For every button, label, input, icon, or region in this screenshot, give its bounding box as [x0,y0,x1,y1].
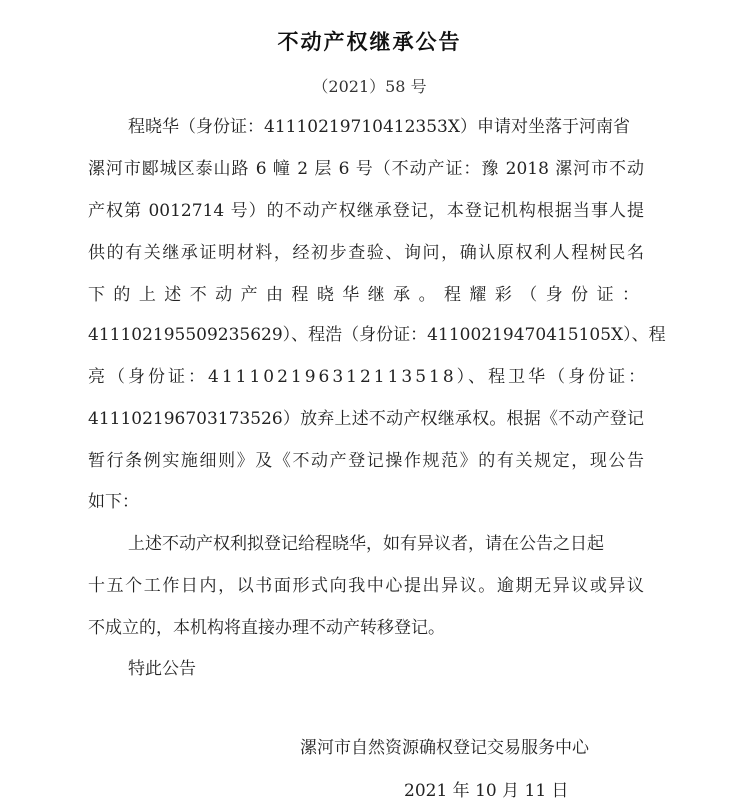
paragraph-1-line-9: 暂行条例实施细则》及《不动产登记操作规范》的有关规定，现公告 [88,451,644,471]
document-title: 不动产权继承公告 [277,29,462,54]
paragraph-2-line-1: 上述不动产权利拟登记给程晓华，如有异议者，请在公告之日起 [128,534,604,554]
document-number: （2021）58 号 [312,77,427,96]
paragraph-1-line-1: 程晓华（身份证：41110219710412353X）申请对坐落于河南省 [128,117,630,137]
issue-date: 2021 年 10 月 11 日 [404,781,569,801]
issuing-organization: 漯河市自然资源确权登记交易服务中心 [300,738,589,758]
paragraph-1-line-3: 产权第 0012714 号）的不动产权继承登记，本登记机构根据当事人提 [88,201,644,221]
paragraph-1-line-6: 411102195509235629）、程浩（身份证：41100219470415105X）、程 [88,325,666,345]
paragraph-1-line-2: 漯河市郾城区泰山路 6 幢 2 层 6 号（不动产证：豫 2018 漯河市不动 [88,159,644,179]
paragraph-1-line-8: 411102196703173526）放弃上述不动产权继承权。根据《不动产登记 [88,409,644,429]
paragraph-1-line-4: 供的有关继承证明材料，经初步查验、询问，确认原权利人程树民名 [88,243,644,263]
paragraph-2-line-2: 十五个工作日内，以书面形式向我中心提出异议。逾期无异议或异议 [88,576,644,596]
paragraph-1-line-10: 如下： [88,492,139,512]
paragraph-2-line-3: 不成立的，本机构将直接办理不动产转移登记。 [88,618,445,638]
paragraph-1-line-5: 下的上述不动产由程晓华继承。程耀彩（身份证： [88,285,644,305]
closing-phrase: 特此公告 [128,659,196,679]
paragraph-1-line-7: 亮（身份证：411102196312113518）、程卫华（身份证： [88,367,649,387]
